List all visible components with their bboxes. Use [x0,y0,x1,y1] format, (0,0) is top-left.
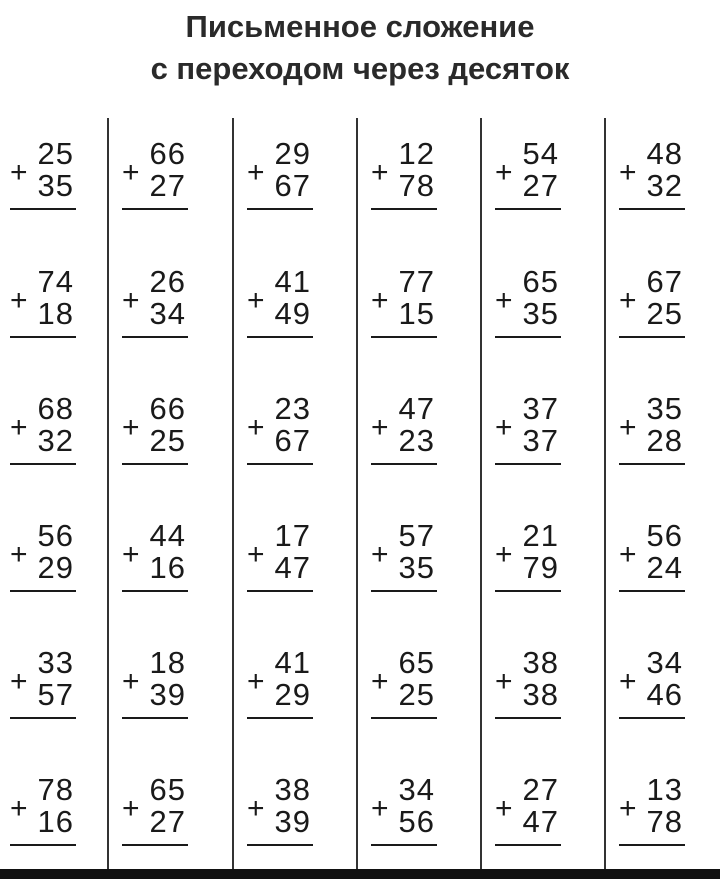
plus-sign: + [122,411,140,444]
answer-line [371,844,437,846]
plus-sign: + [10,665,28,698]
addend-top: 41 [274,264,311,299]
problem-cell [481,246,605,373]
addition-problem [247,264,313,339]
problem-cell [0,118,108,246]
addend-bottom: 38 [522,677,559,712]
addend-top: 27 [522,772,559,807]
addend-bottom: 24 [646,550,683,585]
plus-sign: + [10,284,28,317]
problem-cell [605,627,720,754]
plus-sign: + [371,792,389,825]
addition-problem [371,391,437,466]
addend-bottom: 16 [149,550,186,585]
answer-line [247,463,313,465]
addend-top: 74 [37,264,74,299]
answer-line [122,336,188,338]
addend-bottom: 27 [149,168,186,203]
addition-problem [495,264,561,339]
addition-problem [619,264,685,339]
addend-top: 77 [398,264,435,299]
addend-bottom: 28 [646,423,683,458]
addend-top: 66 [149,391,186,426]
plus-sign: + [495,411,513,444]
addend-top: 65 [522,264,559,299]
answer-line [619,590,685,592]
plus-sign: + [247,665,265,698]
plus-sign: + [495,284,513,317]
addend-top: 67 [646,264,683,299]
worksheet-title [0,6,720,90]
answer-line [371,590,437,592]
addend-top: 12 [398,136,435,171]
answer-line [371,336,437,338]
addend-bottom: 16 [37,804,74,839]
problem-cell [108,754,233,870]
problem-cell [605,118,720,246]
answer-line [10,844,76,846]
addend-bottom: 39 [149,677,186,712]
addition-problem [122,264,188,339]
addition-problem [495,645,561,720]
addend-top: 33 [37,645,74,680]
addend-bottom: 25 [646,296,683,331]
problem-cell [357,627,481,754]
addition-problem [10,264,76,339]
plus-sign: + [619,156,637,189]
plus-sign: + [122,665,140,698]
problem-cell [233,118,357,246]
problem-cell [605,500,720,627]
addend-top: 21 [522,518,559,553]
addition-problem [619,136,685,211]
addition-problem [10,518,76,593]
problem-cell [233,754,357,870]
answer-line [619,844,685,846]
addend-top: 23 [274,391,311,426]
plus-sign: + [122,792,140,825]
addend-bottom: 46 [646,677,683,712]
addend-bottom: 57 [37,677,74,712]
addition-problem [371,645,437,720]
addend-bottom: 34 [149,296,186,331]
answer-line [122,717,188,719]
plus-sign: + [10,538,28,571]
addend-top: 34 [646,645,683,680]
plus-sign: + [495,156,513,189]
addend-top: 29 [274,136,311,171]
addend-bottom: 67 [274,423,311,458]
title-line-2: с переходом через десяток [150,51,570,86]
plus-sign: + [495,538,513,571]
addend-top: 35 [646,391,683,426]
plus-sign: + [619,411,637,444]
addition-problem [10,391,76,466]
plus-sign: + [371,538,389,571]
answer-line [10,208,76,210]
addition-problem [247,772,313,847]
addend-top: 41 [274,645,311,680]
addition-problem [247,391,313,466]
answer-line [10,717,76,719]
addend-bottom: 39 [274,804,311,839]
answer-line [247,208,313,210]
addend-bottom: 29 [274,677,311,712]
plus-sign: + [371,156,389,189]
addend-top: 56 [646,518,683,553]
addend-top: 38 [274,772,311,807]
addition-problem [371,136,437,211]
addend-bottom: 29 [37,550,74,585]
problem-cell [108,246,233,373]
addend-top: 18 [149,645,186,680]
answer-line [619,336,685,338]
addend-bottom: 37 [522,423,559,458]
addend-bottom: 49 [274,296,311,331]
addend-top: 44 [149,518,186,553]
problem-cell [481,627,605,754]
problem-cell [357,373,481,500]
addend-bottom: 67 [274,168,311,203]
addend-top: 48 [646,136,683,171]
addend-bottom: 35 [398,550,435,585]
addend-top: 65 [398,645,435,680]
answer-line [247,844,313,846]
addend-top: 66 [149,136,186,171]
problem-cell [481,754,605,870]
plus-sign: + [247,284,265,317]
addition-problem [495,518,561,593]
problem-cell [357,754,481,870]
problem-cell [357,500,481,627]
problem-cell [233,627,357,754]
plus-sign: + [122,284,140,317]
addition-problem [371,264,437,339]
answer-line [371,463,437,465]
addend-top: 78 [37,772,74,807]
answer-line [619,717,685,719]
problem-cell [108,373,233,500]
addition-problem [247,518,313,593]
addend-bottom: 78 [398,168,435,203]
addend-top: 34 [398,772,435,807]
answer-line [122,208,188,210]
answer-line [247,590,313,592]
plus-sign: + [371,411,389,444]
addend-bottom: 32 [37,423,74,458]
addend-top: 37 [522,391,559,426]
problem-cell [233,500,357,627]
answer-line [495,844,561,846]
problem-grid [0,118,720,870]
problem-cell [108,118,233,246]
problem-cell [108,627,233,754]
plus-sign: + [10,156,28,189]
answer-line [495,590,561,592]
addend-bottom: 78 [646,804,683,839]
addition-problem [619,391,685,466]
problem-cell [108,500,233,627]
plus-sign: + [247,792,265,825]
addend-top: 25 [37,136,74,171]
problem-cell [0,627,108,754]
problem-cell [481,118,605,246]
addend-bottom: 18 [37,296,74,331]
answer-line [371,208,437,210]
problem-cell [605,754,720,870]
plus-sign: + [247,411,265,444]
plus-sign: + [619,538,637,571]
addition-problem [619,772,685,847]
answer-line [247,717,313,719]
plus-sign: + [10,792,28,825]
answer-line [495,463,561,465]
addend-bottom: 15 [398,296,435,331]
title-line-1: Письменное сложение [185,9,535,44]
bottom-border [0,869,720,879]
problem-cell [605,373,720,500]
addend-top: 47 [398,391,435,426]
problem-cell [0,500,108,627]
addend-top: 54 [522,136,559,171]
addition-problem [247,136,313,211]
answer-line [122,844,188,846]
answer-line [122,590,188,592]
answer-line [10,463,76,465]
addend-bottom: 56 [398,804,435,839]
problem-cell [605,246,720,373]
answer-line [495,208,561,210]
addend-top: 56 [37,518,74,553]
addition-problem [122,518,188,593]
answer-line [371,717,437,719]
addend-bottom: 47 [274,550,311,585]
plus-sign: + [247,156,265,189]
addend-top: 38 [522,645,559,680]
plus-sign: + [495,792,513,825]
addend-top: 17 [274,518,311,553]
plus-sign: + [619,792,637,825]
addend-top: 13 [646,772,683,807]
addend-bottom: 35 [37,168,74,203]
problem-cell [233,373,357,500]
addition-problem [10,645,76,720]
addend-bottom: 25 [149,423,186,458]
addition-problem [247,645,313,720]
addition-problem [122,645,188,720]
plus-sign: + [122,156,140,189]
addend-top: 57 [398,518,435,553]
answer-line [495,717,561,719]
addition-problem [10,772,76,847]
addend-top: 68 [37,391,74,426]
addend-bottom: 79 [522,550,559,585]
addition-problem [495,391,561,466]
problem-cell [357,246,481,373]
answer-line [10,590,76,592]
addition-problem [122,772,188,847]
problem-cell [0,246,108,373]
addition-problem [122,136,188,211]
addend-bottom: 27 [149,804,186,839]
plus-sign: + [122,538,140,571]
addend-bottom: 35 [522,296,559,331]
answer-line [247,336,313,338]
problem-cell [0,373,108,500]
problem-cell [233,246,357,373]
addition-problem [10,136,76,211]
problem-cell [357,118,481,246]
addition-problem [371,518,437,593]
plus-sign: + [495,665,513,698]
problem-cell [481,373,605,500]
addition-problem [495,136,561,211]
answer-line [619,208,685,210]
addend-top: 65 [149,772,186,807]
plus-sign: + [371,665,389,698]
problem-cell [0,754,108,870]
answer-line [495,336,561,338]
plus-sign: + [247,538,265,571]
addition-problem [495,772,561,847]
answer-line [10,336,76,338]
addend-bottom: 32 [646,168,683,203]
plus-sign: + [619,665,637,698]
problem-cell [481,500,605,627]
addition-problem [619,518,685,593]
plus-sign: + [619,284,637,317]
plus-sign: + [371,284,389,317]
addend-bottom: 47 [522,804,559,839]
addend-bottom: 27 [522,168,559,203]
answer-line [619,463,685,465]
addition-problem [371,772,437,847]
plus-sign: + [10,411,28,444]
addend-bottom: 25 [398,677,435,712]
addend-bottom: 23 [398,423,435,458]
addend-top: 26 [149,264,186,299]
addition-problem [122,391,188,466]
addition-problem [619,645,685,720]
answer-line [122,463,188,465]
